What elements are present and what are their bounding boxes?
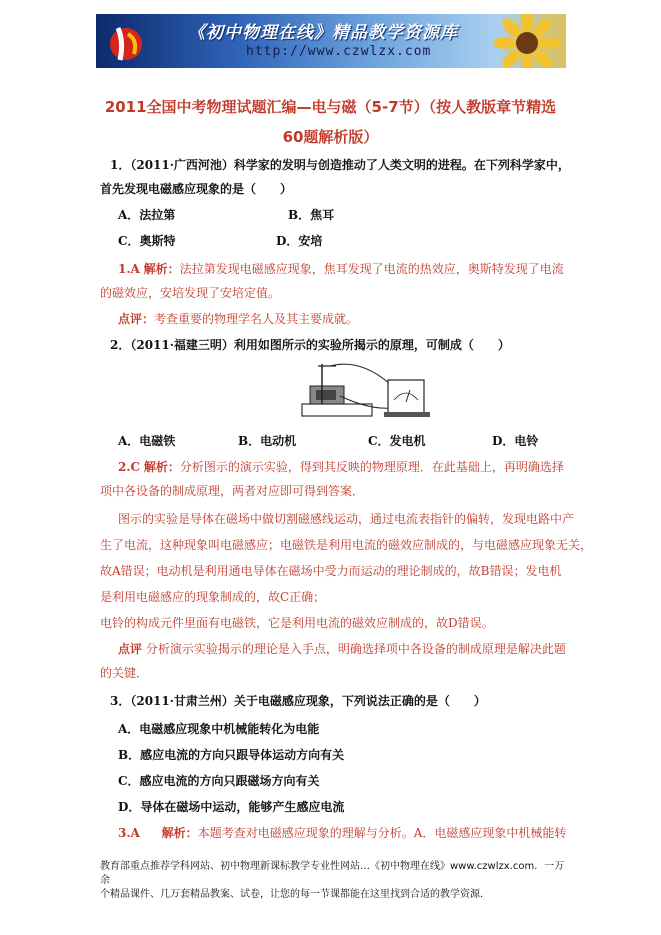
q1-option-d: D．安培	[276, 234, 323, 248]
banner-title: 《初中物理在线》精品教学资源库	[188, 23, 458, 43]
q1-comment	[118, 310, 588, 328]
q1-stem-line2: 首先发现电磁感应现象的是（ ）	[100, 182, 293, 196]
q1-option-c: C．奥斯特	[118, 234, 176, 248]
q3-option-d: D．导体在磁场中运动，能够产生感应电流	[118, 800, 345, 814]
q2-analysis-label: 解析：	[143, 460, 180, 474]
q1-analysis-line1	[118, 260, 588, 278]
electromagnetic-induction-figure	[300, 360, 440, 420]
q1-answer-label: 1.A	[118, 262, 140, 276]
sunflower-icon	[492, 14, 562, 68]
q2-option-c: C．发电机	[368, 434, 426, 448]
q2-comment-line1	[118, 640, 588, 658]
q2-option-b: B．电动机	[238, 434, 297, 448]
q2-comment-line2: 的关键．	[100, 666, 149, 680]
document-title-line2: 60题解析版）	[282, 128, 379, 146]
q1-analysis-label: 解析：	[143, 262, 180, 276]
q2-analysis-line3: 图示的实验是导体在磁场中做切割磁感线运动，通过电流表指针的偏转，发现电路中产	[118, 512, 575, 526]
q3-answer-label: 3.A	[118, 826, 140, 840]
q2-comment-text1: 分析演示实验揭示的理论是入手点，明确选择项中各设备的制成原理是解决此题	[145, 642, 566, 656]
q2-analysis-line4: 生了电流，这种现象叫电磁感应；电磁铁是利用电流的磁效应制成的，与电磁感应现象无关，	[100, 538, 593, 552]
q2-analysis-line5: 故A错误；电动机是利用通电导体在磁场中受力而运动的理论制成的，故B错误；发电机	[100, 564, 562, 578]
q2-analysis-line2: 项中各设备的制成原理，两者对应即可得到答案．	[100, 484, 365, 498]
q2-stem: 2．（2011·福建三明）利用如图所示的实验所揭示的原理，可制成（ ）	[110, 338, 510, 352]
q2-answer-label: 2.C	[118, 460, 141, 474]
banner-url[interactable]: http://www.czwlzx.com	[246, 44, 432, 59]
site-banner	[96, 14, 566, 68]
q3-stem: 3．（2011·甘肃兰州）关于电磁感应现象，下列说法正确的是（ ）	[110, 694, 486, 708]
q3-option-c: C．感应电流的方向只跟磁场方向有关	[118, 774, 320, 788]
q3-analysis-label: 解析：	[161, 826, 198, 840]
q1-comment-label: 点评：	[118, 312, 155, 326]
q2-analysis-text1: 分析图示的演示实验，得到其反映的物理原理．在此基础上，再明确选择	[179, 460, 564, 474]
q3-option-a: A．电磁感应现象中机械能转化为电能	[118, 722, 320, 736]
page-footer	[100, 860, 570, 902]
document-title-line1: 2011全国中考物理试题汇编—电与磁（5-7节）（按人教版章节精选	[104, 98, 557, 116]
site-logo-icon	[104, 20, 152, 64]
q1-stem-line1: 1．（2011·广西河池）科学家的发明与创造推动了人类文明的进程。在下列科学家中，	[110, 158, 570, 172]
q2-option-a: A．电磁铁	[118, 434, 176, 448]
q2-comment-label: 点评	[118, 642, 143, 656]
footer-line2: 个精品课件、几万套精品教案、试卷，让您的每一节课都能在这里找到合适的教学资源．	[100, 889, 490, 900]
q1-option-a: A．法拉第	[118, 208, 176, 222]
q2-analysis-line7: 电铃的构成元件里面有电磁铁，它是利用电流的磁效应制成的，故D错误。	[100, 616, 494, 630]
q2-analysis-line1	[118, 458, 588, 476]
q1-analysis-line2: 的磁效应，安培发现了安培定值。	[100, 286, 281, 300]
q3-analysis-text1: 本题考查对电磁感应现象的理解与分析。A．电磁感应现象中机械能转	[197, 826, 567, 840]
q1-analysis-text1: 法拉第发现电磁感应现象，焦耳发现了电流的热效应，奥斯特发现了电流	[179, 262, 564, 276]
q3-option-b: B．感应电流的方向只跟导体运动方向有关	[118, 748, 345, 762]
q1-option-b: B．焦耳	[288, 208, 335, 222]
q2-analysis-line6: 是利用电磁感应的现象制成的，故C正确；	[100, 590, 326, 604]
footer-line1: 教育部重点推荐学科网站、初中物理新课标教学专业性网站…《初中物理在线》www.czwlzx.com．一万余	[100, 861, 565, 886]
q2-option-d: D．电铃	[492, 434, 539, 448]
q1-comment-text: 考查重要的物理学名人及其主要成就。	[154, 312, 359, 326]
q3-analysis-line1	[118, 824, 588, 842]
